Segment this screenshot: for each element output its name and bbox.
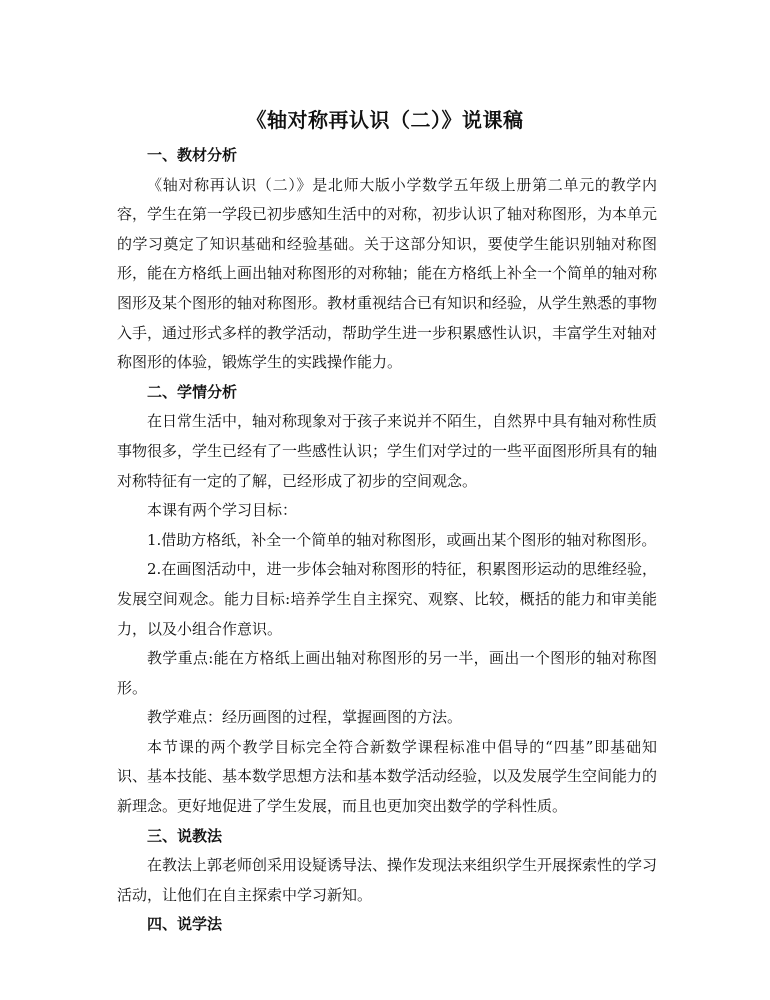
paragraph-objective-1: 1.借助方格纸，补全一个简单的轴对称图形，或画出某个图形的轴对称图形。	[147, 530, 657, 549]
section-heading-textbook-analysis: 一、教材分析	[147, 146, 238, 164]
paragraph-key-point: 教学重点:能在方格纸上画出轴对称图形的另一半，画出一个图形的轴对称图形。	[117, 649, 657, 697]
section-heading-teaching-method: 三、说教法	[147, 826, 223, 845]
paragraph: 《轴对称再认识（二）》是北师大版小学数学五年级上册第二单元的教学内容，学生在第一学段已初步感知生活中的对称，初步认识了轴对称图形，为本单元的学习奠定了知识基础和经验基础。关于这部分知识，要使学生能识别轴对称图形，能在方格纸上画出轴对称图形的对称轴；能在方格纸上补全一个简单的轴对称图形及某个图形的轴对称图形。教材重视结合已有知识和经验，从学生熟悉的事物入手，通过形式多样的教学活动，帮助学生进一步积累感性认识，丰富学生对轴对称图形的体验，锻炼学生的实践操作能力。	[117, 175, 658, 372]
paragraph-objective-2: 2.在画图活动中，进一步体会轴对称图形的特征，积累图形运动的思维经验，发展空间观念。能力目标:培养学生自主探究、观察、比较，概括的能力和审美能力，以及小组合作意识。	[117, 560, 657, 638]
document-body	[117, 141, 657, 940]
section-heading-student-analysis: 二、学情分析	[147, 382, 238, 401]
paragraph: 本节课的两个教学目标完全符合新数学课程标准中倡导的“四基”即基础知识、基本技能、基本数学思想方法和基本数学活动经验，以及发展学生空间能力的新理念。更好地促进了学生发展，而且也更加突出数学的学科性质。	[117, 737, 658, 816]
paragraph-difficulty: 教学难点：经历画图的过程，掌握画图的方法。	[147, 708, 463, 727]
paragraph: 在教法上郭老师创采用设疑诱导法、操作发现法来组织学生开展探索性的学习活动，让他们在自主探索中学习新知。	[117, 856, 658, 904]
paragraph: 在日常生活中，轴对称现象对于孩子来说并不陌生，自然界中具有轴对称性质事物很多，学生已经有了一些感性认识；学生们对学过的一些平面图形所具有的轴对称特征有一定的了解，已经形成了初步的空间观念。	[117, 412, 658, 490]
paragraph: 本课有两个学习目标：	[147, 501, 298, 520]
document-title: 《轴对称再认识（二）》说课稿	[246, 108, 524, 132]
section-heading-learning-method: 四、说学法	[147, 915, 223, 934]
